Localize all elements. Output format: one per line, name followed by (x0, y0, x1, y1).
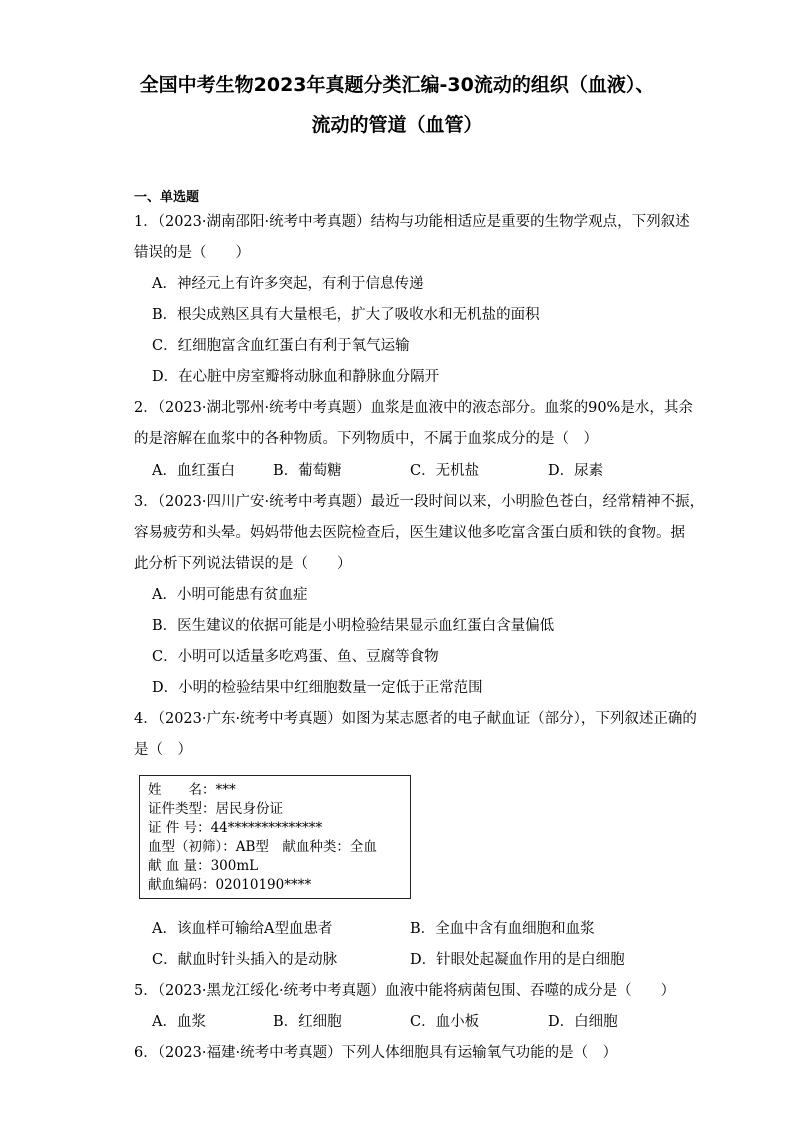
q1-option-d: D．在心脏中房室瓣将动脉血和静脉血分隔开 (152, 369, 440, 385)
q2-stem-line-2: 的是溶解在血浆中的各种物质。下列物质中，不属于血浆成分的是（ ） (134, 431, 598, 447)
q5-option-a: A．血浆 (152, 1014, 206, 1030)
q2-option-a: A．血红蛋白 (152, 463, 235, 479)
q3-stem-line-3: 此分析下列说法错误的是（ ） (134, 556, 352, 572)
q2-option-b: B．葡萄糖 (273, 463, 342, 479)
card-code-line: 献血编码：02010190**** (148, 877, 312, 893)
q4-option-a: A．该血样可输给A型血患者 (152, 921, 333, 937)
q4-option-b: B．全血中含有血细胞和血浆 (410, 921, 595, 937)
q4-option-c: C．献血时针头插入的是动脉 (152, 952, 338, 968)
q6-stem-line-1: 6．（2023·福建·统考中考真题）下列人体细胞具有运输氧气功能的是（ ） (134, 1045, 618, 1061)
q1-option-b: B．根尖成熟区具有大量根毛，扩大了吸收水和无机盐的面积 (152, 307, 540, 323)
q4-option-d: D．针眼处起凝血作用的是白细胞 (410, 952, 625, 968)
q1-stem-line-1: 1．（2023·湖南邵阳·统考中考真题）结构与功能相适应是重要的生物学观点，下列叙述 (134, 214, 690, 230)
q1-option-a: A．神经元上有许多突起，有利于信息传递 (152, 276, 424, 292)
page-title-line-2: 流动的管道（血管） (311, 114, 483, 136)
page-title-line-1: 全国中考生物2023年真题分类汇编-30流动的组织（血液）、 (139, 74, 655, 96)
blood-donation-certificate (139, 775, 411, 899)
q2-stem-line-1: 2．（2023·湖北鄂州·统考中考真题）血浆是血液中的液态部分。血浆的90%是水，其余 (134, 400, 693, 416)
q5-stem-line-1: 5．（2023·黑龙江绥化·统考中考真题）血液中能将病菌包围、吞噬的成分是（ ） (134, 983, 676, 999)
q1-option-c: C．红细胞富含血红蛋白有利于氧气运输 (152, 338, 410, 354)
q5-option-d: D．白细胞 (548, 1014, 618, 1030)
card-id-number-line: 证 件 号：44************** (148, 820, 323, 836)
q3-stem-line-1: 3．（2023·四川广安·统考中考真题）最近一段时间以来，小明脸色苍白，经常精神不振， (134, 494, 705, 510)
card-name-line: 姓 名：*** (148, 782, 236, 798)
q3-option-c: C．小明可以适量多吃鸡蛋、鱼、豆腐等食物 (152, 649, 439, 665)
section-title: 一、单选题 (134, 190, 200, 205)
q2-option-c: C．无机盐 (410, 463, 480, 479)
q3-option-a: A．小明可能患有贫血症 (152, 587, 308, 603)
q3-stem-line-2: 容易疲劳和头晕。妈妈带他去医院检查后，医生建议他多吃富含蛋白质和铁的食物。据 (134, 525, 685, 541)
card-blood-type-line: 血型（初筛）：AB型 献血种类：全血 (148, 839, 377, 855)
q1-stem-line-2: 错误的是（ ） (134, 245, 250, 261)
card-volume-line: 献 血 量：300mL (148, 858, 259, 874)
q3-option-b: B．医生建议的依据可能是小明检验结果显示血红蛋白含量偏低 (152, 618, 555, 634)
q5-option-b: B．红细胞 (273, 1014, 342, 1030)
card-id-type-line: 证件类型：居民身份证 (148, 801, 283, 817)
q4-stem-line-1: 4．（2023·广东·统考中考真题）如图为某志愿者的电子献血证（部分），下列叙述正确的 (134, 711, 697, 727)
q2-option-d: D．尿素 (548, 463, 604, 479)
q5-option-c: C．血小板 (410, 1014, 480, 1030)
q3-option-d: D．小明的检验结果中红细胞数量一定低于正常范围 (152, 680, 483, 696)
q4-stem-line-2: 是（ ） (134, 742, 192, 758)
